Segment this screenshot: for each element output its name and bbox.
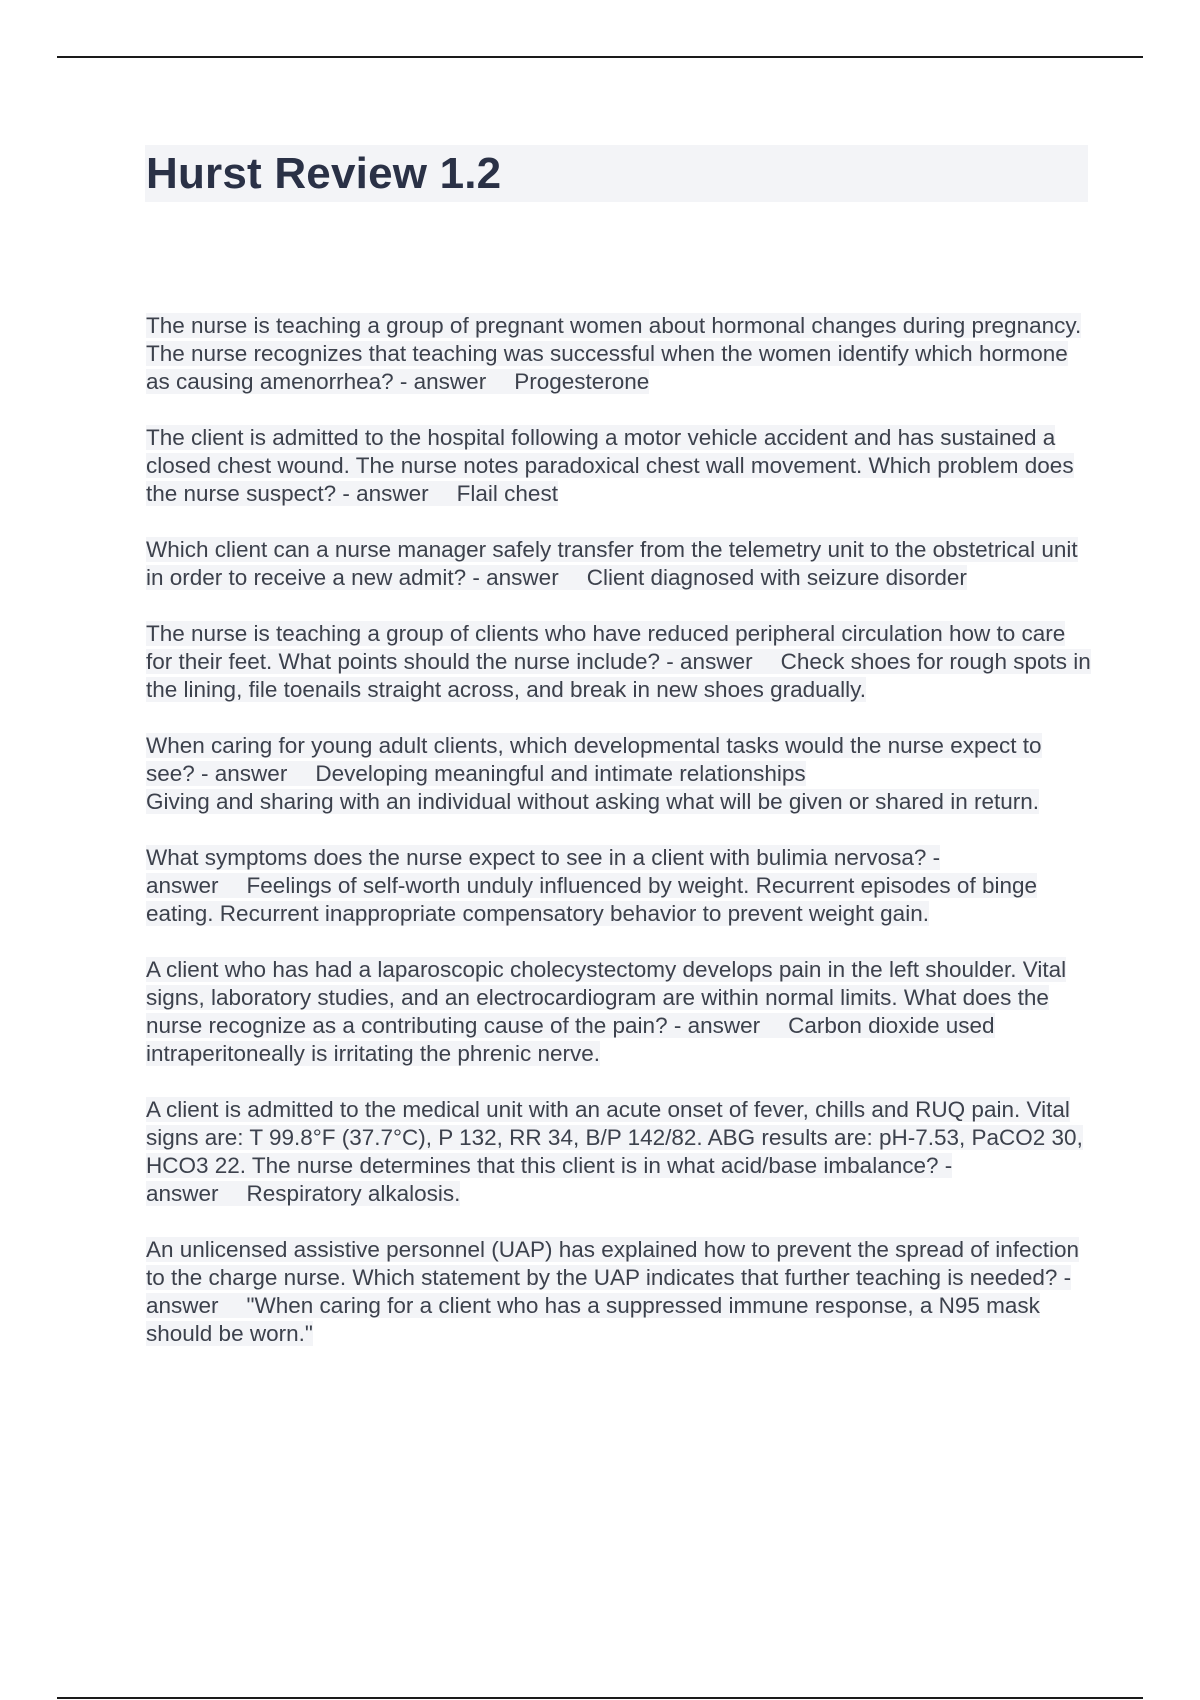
qa-item <box>146 536 1091 592</box>
answer-text: Respiratory alkalosis. <box>246 1181 461 1206</box>
qa-list <box>146 312 1091 1376</box>
question-text: When caring for young adult clients, which developmental tasks would the nurse expect to see? - answer <box>146 733 1042 786</box>
qa-item <box>146 732 1091 816</box>
answer-text: Developing meaningful and intimate relationships Giving and sharing with an individual without asking what will be given or shared in return. <box>146 761 1039 814</box>
question-text: A client who has had a laparoscopic cholecystectomy develops pain in the left shoulder. Vital signs, laboratory studies, and an electrocardiogram are within normal limits. What does the nurse recognize as a contributing cause of the pain? - answer <box>146 957 1067 1038</box>
page-title: Hurst Review 1.2 <box>146 149 502 198</box>
qa-item <box>146 424 1091 508</box>
question-text: An unlicensed assistive personnel (UAP) has explained how to prevent the spread of infection to the charge nurse. Which statement by the UAP indicates that further teaching is needed? - answer <box>146 1237 1080 1318</box>
top-divider <box>57 56 1143 58</box>
qa-item <box>146 844 1091 928</box>
question-text: Which client can a nurse manager safely transfer from the telemetry unit to the obstetrical unit in order to receive a new admit? - answer <box>146 537 1078 590</box>
qa-item <box>146 312 1091 396</box>
answer-text: Client diagnosed with seizure disorder <box>586 565 967 590</box>
answer-text: Flail chest <box>456 481 558 506</box>
question-text: A client is admitted to the medical unit with an acute onset of fever, chills and RUQ pain. Vital signs are: T 99.8°F (37.7°C), P 132, RR 34, B/P 142/82. ABG results are: pH-7.53, PaCO2 30, HCO3 22. The nurse determines that this client is in what acid/base imbalance? - answer <box>146 1097 1083 1206</box>
question-text: The client is admitted to the hospital following a motor vehicle accident and has sustained a closed chest wound. The nurse notes paradoxical chest wall movement. Which problem does the nurse suspect? - answer <box>146 425 1074 506</box>
answer-text: Feelings of self-worth unduly influenced by weight. Recurrent episodes of binge eating. Recurrent inappropriate compensatory behavior to prevent weight gain. <box>146 873 1038 926</box>
answer-text: "When caring for a client who has a suppressed immune response, a N95 mask should be worn." <box>146 1293 1040 1346</box>
qa-item <box>146 1236 1091 1348</box>
answer-text: Carbon dioxide used intraperitoneally is irritating the phrenic nerve. <box>146 1013 995 1066</box>
answer-text: Check shoes for rough spots in the lining, file toenails straight across, and break in new shoes gradually. <box>146 649 1091 702</box>
question-text: What symptoms does the nurse expect to see in a client with bulimia nervosa? - answer <box>146 845 941 898</box>
qa-item <box>146 1096 1091 1208</box>
question-text: The nurse is teaching a group of clients who have reduced peripheral circulation how to care for their feet. What points should the nurse include? - answer <box>146 621 1066 674</box>
question-text: The nurse is teaching a group of pregnant women about hormonal changes during pregnancy. The nurse recognizes that teaching was successful when the women identify which hormone as causing amenorrhea? - answer <box>146 313 1082 394</box>
qa-item <box>146 620 1091 704</box>
qa-item <box>146 956 1091 1068</box>
bottom-divider <box>57 1697 1143 1699</box>
answer-text: Progesterone <box>514 369 650 394</box>
